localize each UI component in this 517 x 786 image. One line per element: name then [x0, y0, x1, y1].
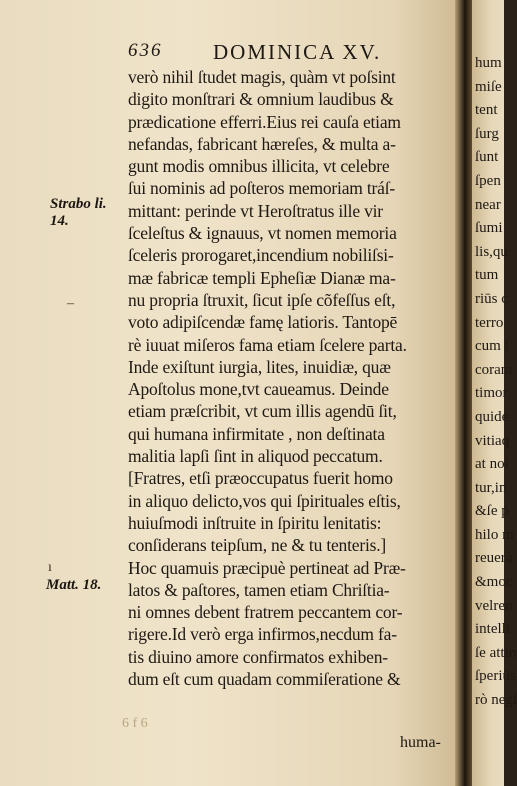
right-page-fragment: hum [475, 55, 502, 71]
catchword: huma- [400, 734, 441, 751]
margin-note-strabo-text: Strabo li. [50, 196, 107, 212]
book-gutter [455, 0, 473, 786]
text-line: digito monſtrari & omnium laudibus & [128, 89, 394, 110]
text-line: in aliquo delicto,vos qui ſpirituales eſtis, [128, 490, 401, 511]
right-page-fragment: ſurg [475, 125, 499, 142]
text-line: qui humana infirmitate , non deſtinata [128, 423, 385, 444]
footer-mark: 6 f 6 [122, 716, 148, 731]
right-page-fragment: ſpen [475, 172, 501, 189]
page-header [128, 40, 458, 64]
text-line: prædicatione efferri.Eius rei cauſa etiam [128, 111, 401, 132]
right-page-fragment: ſunt [475, 149, 499, 166]
text-line: conſiderans teipſum, ne & tu tenteris.] [128, 535, 387, 556]
right-page-fragment: intelli [475, 621, 510, 638]
right-page-fragment: cum ſ [475, 338, 509, 355]
text-line: latos & paſtores, tamen etiam Chriſtia- [128, 579, 390, 600]
right-page-fragment: quide [475, 408, 509, 425]
margin-note-matthew: Matt. 18. [46, 577, 102, 593]
margin-tick-mark: ı [48, 560, 52, 575]
page-number: 636 [128, 40, 163, 61]
right-page-edge [472, 0, 517, 786]
right-page-fragment: timor [475, 385, 508, 402]
right-page-lines [472, 52, 517, 713]
text-line: tis diuino amore confirmatos exhiben- [128, 646, 388, 667]
running-title: DOMINICA XV. [213, 40, 382, 64]
margin-note-strabo [50, 196, 107, 230]
right-page-fragment: tent [475, 102, 498, 119]
right-page-fragment: velren [475, 597, 513, 614]
right-page-fragment: lis,qu [475, 243, 508, 260]
text-line: gunt modis omnibus illicita, vt celebre [128, 156, 390, 177]
right-page-fragment: tur,in [475, 479, 507, 496]
text-line: ſui nominis ad poſteros memoriam tráſ- [128, 178, 395, 199]
right-page-fragment: ſe attin [475, 644, 517, 661]
text-line: dum eſt cum quadam commiſeratione & [128, 669, 401, 690]
text-line: voto adipiſcendæ famę latioris. Tantopē [128, 312, 398, 333]
right-page-fragment: ſumi [475, 220, 503, 237]
right-page-fragment: miſe [475, 78, 502, 95]
text-line: nu propria ſtruxit, ſicut ipſe cõfeſſus eſt, [128, 289, 396, 310]
text-line: Hoc quamuis præcipuè pertineat ad Præ- [128, 557, 406, 578]
margin-note-strabo-book: 14. [50, 213, 69, 229]
right-page-fragment: at noi [475, 456, 509, 473]
text-line: huiuſmodi inſtruite in ſpiritu lenitatis: [128, 512, 382, 533]
body-text [128, 66, 458, 690]
text-line: verò nihil ſtudet magis, quàm vt poſsint [128, 67, 396, 87]
right-page-fragment: ſperiūs [475, 668, 516, 685]
text-line: rigere.Id verò erga infirmos,necdum fa- [128, 624, 397, 645]
right-page-fragment: tum [475, 267, 499, 284]
right-page-fragment: near [475, 196, 501, 213]
text-line: ſceleſtus & ignauus, vt nomen memoria [128, 223, 397, 244]
text-line: etiam præſcribit, vt cum illis agendū ſit, [128, 401, 397, 422]
text-line: nefandas, fabricant hæreſes, & multa a- [128, 133, 396, 154]
right-page-fragment: rò negl [475, 692, 517, 709]
right-page-fragment: &moc [475, 574, 513, 591]
text-line: mittant: perinde vt Heroſtratus ille vir [128, 200, 383, 221]
right-page-fragment: coram [475, 361, 513, 378]
right-page-fragment: &ſe p [475, 503, 509, 520]
margin-dash-mark: – [67, 296, 74, 311]
text-line: Inde exiſtunt iurgia, lites, inuidiæ, quæ [128, 356, 391, 377]
right-page-fragment: reuerà [475, 550, 513, 567]
right-page-fragment: riūs c [475, 290, 508, 307]
right-page-fragment: terro [475, 314, 504, 331]
text-line: rè iuuat miſeros fama etiam ſcelere parta. [128, 334, 407, 355]
text-line: ſceleris prorogaret,incendium nobiliſsi- [128, 245, 394, 266]
text-line: [Fratres, etſi præoccupatus fuerit homo [128, 468, 393, 489]
text-line: Apoſtolus mone,tvt caueamus. Deinde [128, 379, 389, 400]
text-line: malitia lapſi ſint in aliquod peccatum. [128, 446, 383, 467]
right-page-fragment: vitiaq [475, 432, 510, 449]
right-page-fragment: hilo m [475, 526, 514, 543]
text-line: mæ fabricæ templi Epheſiæ Dianæ ma- [128, 267, 396, 288]
text-line: ni omnes debent fratrem peccantem cor- [128, 602, 403, 623]
